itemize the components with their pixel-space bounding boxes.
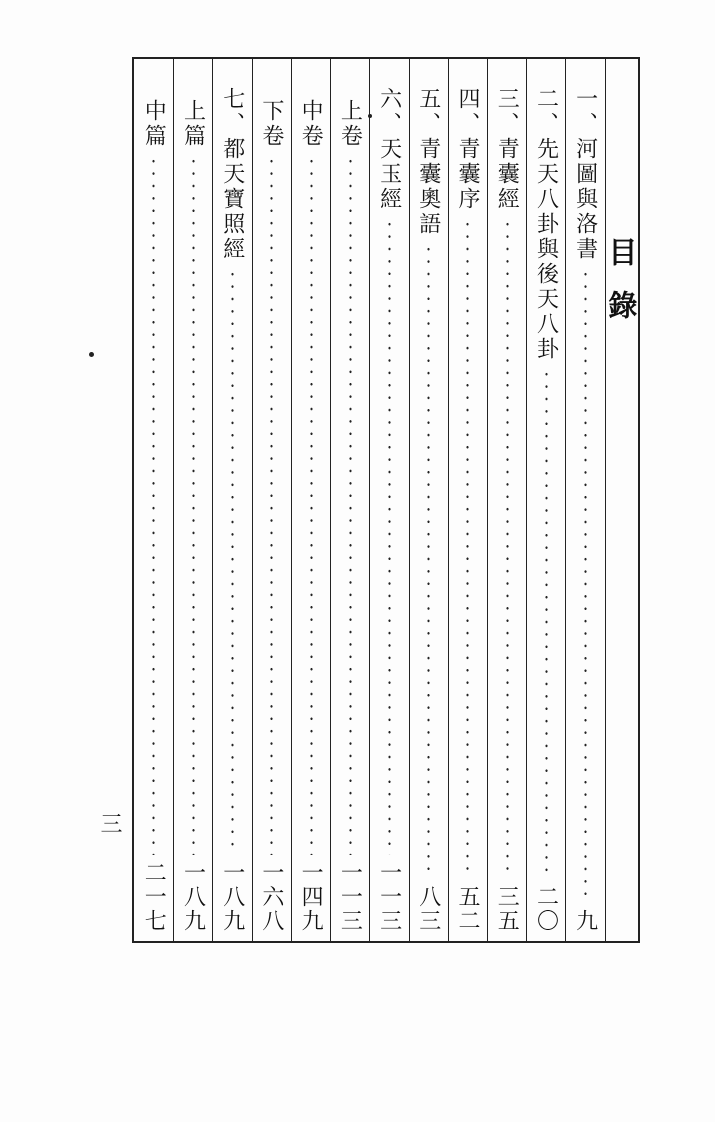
toc-entry-title: 三、青囊經 [494,87,520,212]
toc-entry[interactable] [487,59,526,941]
toc-entry[interactable] [252,59,291,941]
dot-leader [152,155,155,855]
dot-leader [388,218,391,855]
dot-leader [192,155,195,855]
toc-entry-title: 中卷 [298,99,324,149]
table-of-contents [132,57,640,943]
toc-entry[interactable] [134,59,173,941]
toc-entry-page: 一八九 [180,861,206,933]
toc-entry-page: 三五 [494,885,520,933]
dot-leader [231,268,234,855]
toc-entry[interactable] [369,59,408,941]
toc-entry[interactable] [330,59,369,941]
dot-leader [545,368,548,879]
page-title: 目錄 [604,237,639,343]
speck-mark [368,114,372,118]
dot-leader [310,155,313,855]
toc-entry-title: 七、都天寶照經 [219,87,245,262]
toc-entry-title: 四、青囊序 [455,87,480,212]
dot-leader [270,155,273,855]
dot-leader [506,218,509,879]
toc-entry-page: 一四九 [298,861,324,933]
toc-title-column [605,59,638,941]
toc-entry-title: 一、河圖與洛書 [572,87,598,262]
toc-entry-title: 上篇 [180,99,206,149]
page-folio: 三 [97,812,122,834]
toc-entry-page: 一八九 [219,861,245,933]
toc-entry-page: 一六八 [258,861,284,933]
toc-entry-title: 二、先天八卦與後天八卦 [533,87,559,362]
toc-entry[interactable] [448,59,487,941]
toc-entry-page: 一一三 [376,861,402,933]
toc-entry[interactable] [565,59,604,941]
dot-leader [466,218,469,879]
toc-entry[interactable] [409,59,448,941]
dot-leader [349,155,352,855]
speck-mark [89,352,94,357]
toc-entry-title: 六、天玉經 [376,87,402,212]
toc-entry-title: 中篇 [141,99,167,149]
toc-entry-page: 二一七 [141,861,167,933]
toc-entry-page: 二〇 [533,885,559,933]
toc-entry-page: 一一三 [337,861,363,933]
toc-entry-page: 九 [572,909,598,933]
toc-entry[interactable] [526,59,565,941]
toc-entry-title: 下卷 [258,99,284,149]
toc-entry-title: 上卷 [337,99,363,149]
toc-entry-page: 五二 [455,885,480,933]
toc-entry-title: 五、青囊奧語 [415,87,441,237]
toc-entry-page: 八三 [415,885,441,933]
toc-entry[interactable] [173,59,212,941]
dot-leader [427,243,430,879]
toc-entry[interactable] [212,59,251,941]
dot-leader [584,268,587,903]
toc-entry[interactable] [291,59,330,941]
